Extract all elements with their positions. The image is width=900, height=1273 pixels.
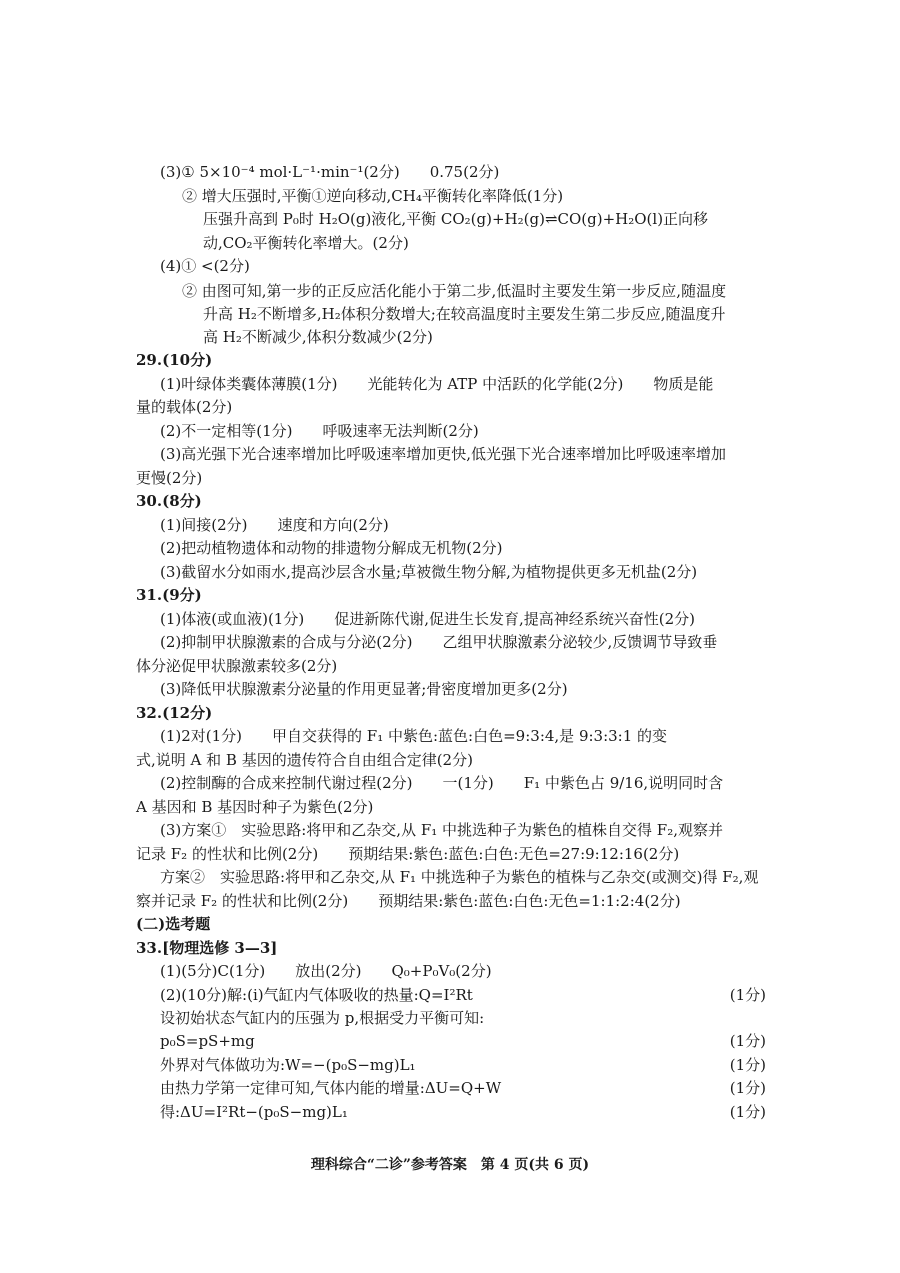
text-line: 升高 H₂不断增多,H₂体积分数增大;在较高温度时主要发生第二步反应,随温度升	[203, 305, 726, 323]
score-mark: (1分)	[729, 1032, 766, 1050]
text-line: (3)方案① 实验思路:将甲和乙杂交,从 F₁ 中挑选种子为紫色的植株自交得 F₂,观察并	[160, 821, 723, 839]
text-line: 更慢(2分)	[136, 469, 203, 487]
page-footer: 理科综合“二诊”参考答案 第 4 页(共 6 页)	[310, 1157, 590, 1173]
text-line: (2)控制酶的合成来控制代谢过程(2分) 一(1分) F₁ 中紫色占 9/16,说明同时含	[160, 774, 724, 792]
text-line: (2)不一定相等(1分) 呼吸速率无法判断(2分)	[160, 422, 479, 440]
text-line: 得:ΔU=I²Rt−(p₀S−mg)L₁	[160, 1103, 348, 1121]
text-line: (2)(10分)解:(i)气缸内气体吸收的热量:Q=I²Rt	[160, 986, 473, 1004]
text-line: ② 由图可知,第一步的正反应活化能小于第二步,低温时主要发生第一步反应,随温度	[182, 282, 727, 300]
text-line: 外界对气体做功为:W=−(p₀S−mg)L₁	[160, 1056, 416, 1074]
text-line: (1)间接(2分) 速度和方向(2分)	[160, 516, 389, 534]
score-mark: (1分)	[729, 1103, 766, 1121]
score-mark: (1分)	[729, 986, 766, 1004]
text-line: (3)① 5×10⁻⁴ mol·L⁻¹·min⁻¹(2分) 0.75(2分)	[160, 163, 500, 181]
text-line: 设初始状态气缸内的压强为 p,根据受力平衡可知:	[160, 1009, 485, 1027]
text-line: (2)抑制甲状腺激素的合成与分泌(2分) 乙组甲状腺激素分泌较少,反馈调节导致垂	[160, 633, 718, 651]
text-line: 高 H₂不断减少,体积分数减少(2分)	[203, 328, 433, 346]
text-line: (3)截留水分如雨水,提高沙层含水量;草被微生物分解,为植物提供更多无机盐(2分)	[160, 563, 698, 581]
question-heading: 29.(10分)	[136, 351, 213, 369]
text-line: (1)2对(1分) 甲自交获得的 F₁ 中紫色:蓝色:白色=9:3:4,是 9:3:3:1 的变	[160, 727, 668, 745]
question-heading: 30.(8分)	[136, 492, 202, 510]
text-line: 动,CO₂平衡转化率增大。(2分)	[203, 234, 409, 252]
text-line: (2)把动植物遗体和动物的排遗物分解成无机物(2分)	[160, 539, 503, 557]
question-heading: 31.(9分)	[136, 586, 202, 604]
formula-line: p₀S=pS+mg	[160, 1032, 255, 1050]
text-line: 由热力学第一定律可知,气体内能的增量:ΔU=Q+W	[160, 1079, 502, 1097]
text-line: 察并记录 F₂ 的性状和比例(2分) 预期结果:紫色:蓝色:白色:无色=1:1:2:4(2分)	[136, 892, 681, 910]
text-line: 体分泌促甲状腺激素较多(2分)	[136, 657, 338, 675]
text-line: A 基因和 B 基因时种子为紫色(2分)	[136, 798, 374, 816]
section-heading: (二)选考题	[136, 915, 211, 933]
text-line: (1)(5分)C(1分) 放出(2分) Q₀+P₀V₀(2分)	[160, 962, 492, 980]
text-line: 方案② 实验思路:将甲和乙杂交,从 F₁ 中挑选种子为紫色的植株与乙杂交(或测交)得 F₂,观	[160, 868, 759, 886]
score-mark: (1分)	[729, 1056, 766, 1074]
text-line: 记录 F₂ 的性状和比例(2分) 预期结果:紫色:蓝色:白色:无色=27:9:12:16(2分)	[136, 845, 680, 863]
text-line: (1)叶绿体类囊体薄膜(1分) 光能转化为 ATP 中活跃的化学能(2分) 物质是能	[160, 375, 714, 393]
text-line: (1)体液(或血液)(1分) 促进新陈代谢,促进生长发育,提高神经系统兴奋性(2分)	[160, 610, 695, 628]
text-line: 量的载体(2分)	[136, 398, 233, 416]
text-line: (3)高光强下光合速率增加比呼吸速率增加更快,低光强下光合速率增加比呼吸速率增加	[160, 445, 727, 463]
question-heading: 33.[物理选修 3—3]	[136, 939, 278, 957]
text-line: 压强升高到 P₀时 H₂O(g)液化,平衡 CO₂(g)+H₂(g)⇌CO(g)+H₂O(l)正向移	[203, 210, 709, 228]
text-line: (3)降低甲状腺激素分泌量的作用更显著;骨密度增加更多(2分)	[160, 680, 568, 698]
text-line: ② 增大压强时,平衡①逆向移动,CH₄平衡转化率降低(1分)	[182, 187, 564, 205]
text-line: 式,说明 A 和 B 基因的遗传符合自由组合定律(2分)	[136, 751, 473, 769]
score-mark: (1分)	[729, 1079, 766, 1097]
question-heading: 32.(12分)	[136, 704, 213, 722]
text-line: (4)① <(2分)	[160, 257, 250, 275]
